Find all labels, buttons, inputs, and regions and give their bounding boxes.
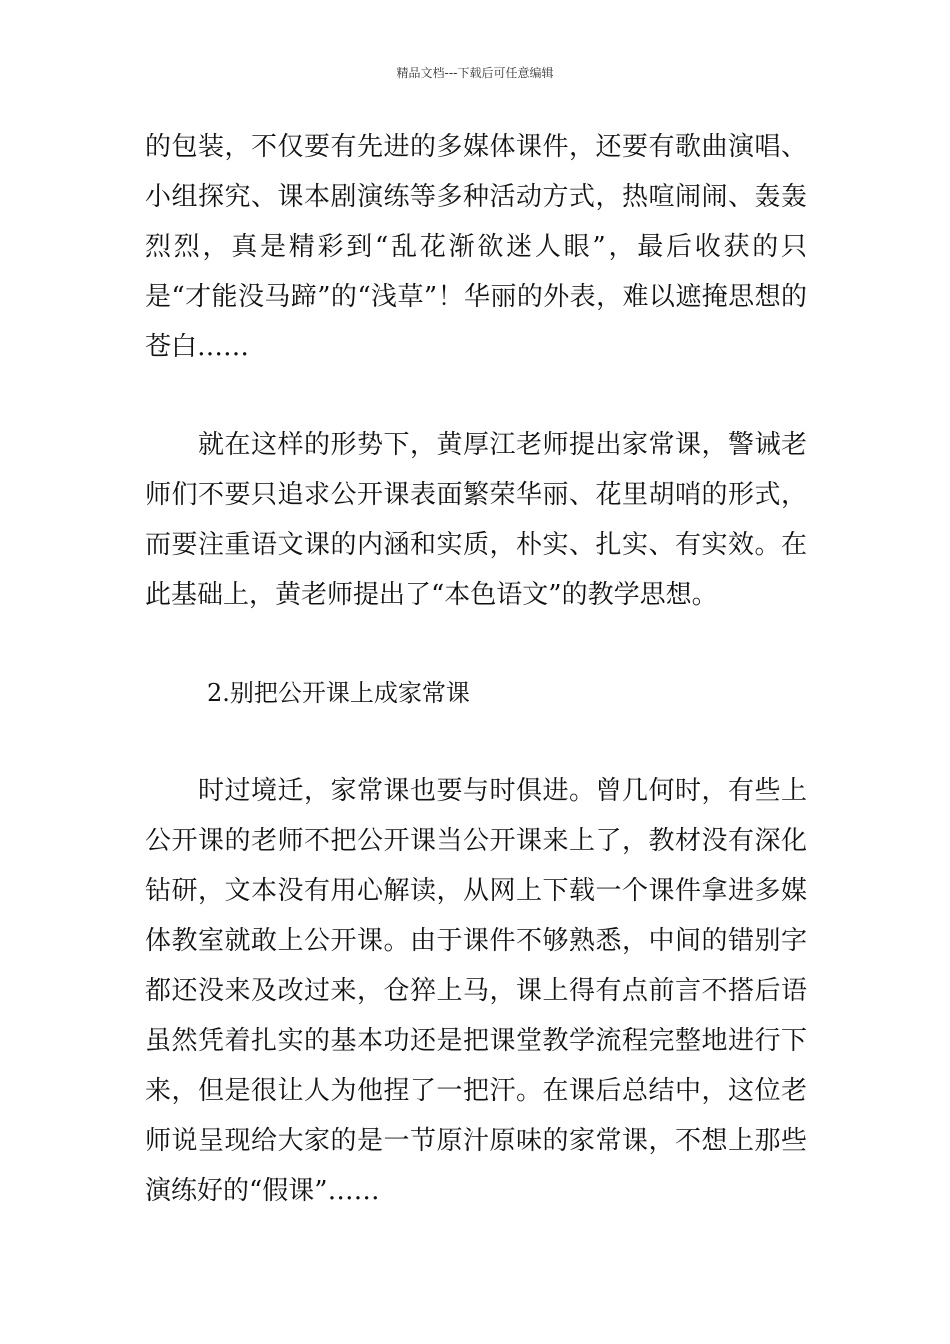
page-header: 精品文档---下载后可任意编辑 [396,66,554,80]
paragraph-1: 的包装，不仅要有先进的多媒体课件，还要有歌曲演唱、小组探究、课本剧演练等多种活动方式，热喧闹闹、轰轰烈烈，真是精彩到“乱花渐欲迷人眼”，最后收获的只是“才能没马蹄”的“浅草”！华丽的外表，难以遮掩思想的苍白…… [145,132,807,362]
document-body [145,122,807,1216]
paragraph-3: 时过境迁，家常课也要与时俱进。曾几何时，有些上公开课的老师不把公开课当公开课来上了，教材没有深化钻研，文本没有用心解读，从网上下载一个课件拿进多媒体教室就敢上公开课。由于课件不够熟悉，中间的错别字都还没来及改过来，仓猝上马，课上得有点前言不搭后语虽然凭着扎实的基本功还是把课堂教学流程完整地进行下来，但是很让人为他捏了一把汗。在课后总结中，这位老师说呈现给大家的是一节原汁原味的家常课，不想上那些演练好的“假课”…… [145,776,807,1206]
paragraph-gap [145,372,807,420]
paragraph-gap [145,620,807,668]
paragraph-2: 就在这样的形势下，黄厚江老师提出家常课，警诫老师们不要只追求公开课表面繁荣华丽、花里胡哨的形式，而要注重语文课的内涵和实质，朴实、扎实、有实效。在此基础上，黄老师提出了“本色语文”的教学思想。 [145,430,807,610]
paragraph-gap [145,718,807,766]
section-heading: 2.别把公开课上成家常课 [207,679,470,707]
